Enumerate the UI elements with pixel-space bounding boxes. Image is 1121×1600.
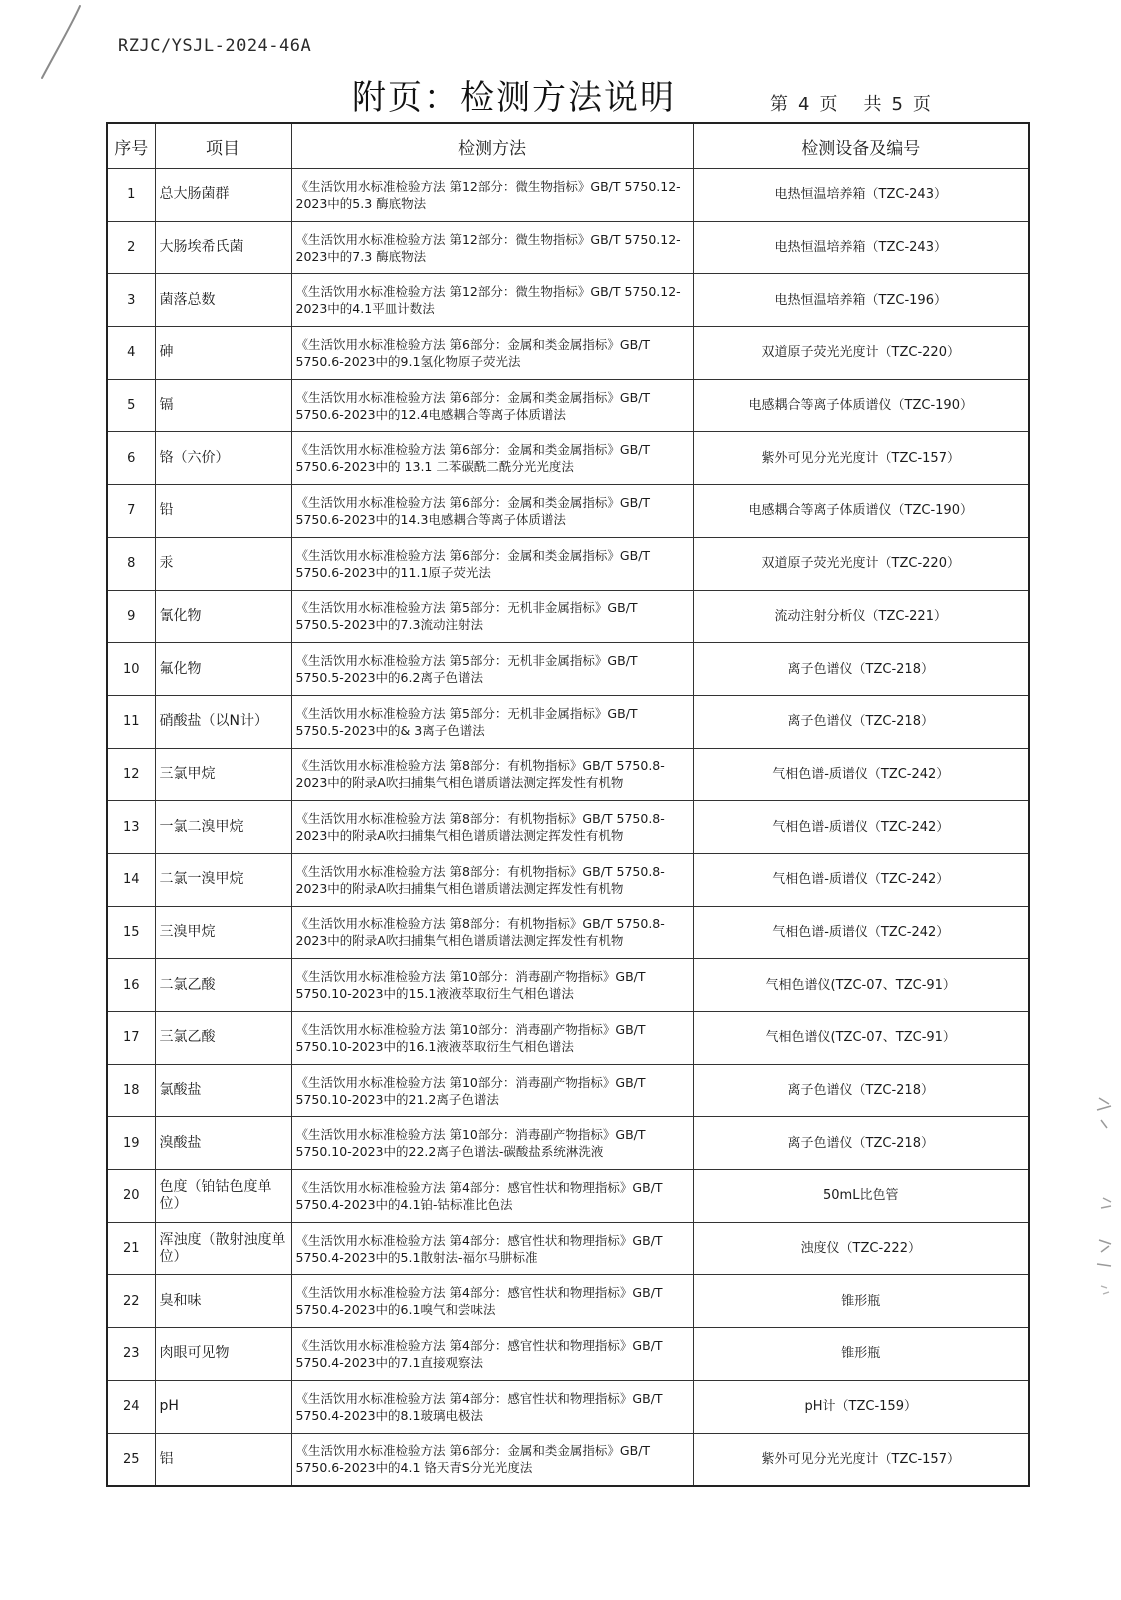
row-number: 8 [107, 537, 155, 590]
method-table [106, 122, 1030, 1487]
table-row [107, 1328, 1029, 1381]
table-row [107, 274, 1029, 327]
row-equipment: 气相色谱-质谱仪（TZC-242） [693, 906, 1029, 959]
row-number: 10 [107, 643, 155, 696]
row-number: 24 [107, 1380, 155, 1433]
row-item: pH [155, 1380, 291, 1433]
row-number: 14 [107, 853, 155, 906]
pen-stroke-mark [36, 4, 96, 84]
row-number: 20 [107, 1170, 155, 1223]
row-method: 《生活饮用水标准检验方法 第6部分：金属和类金属指标》GB/T 5750.6-2023中的4.1 铬天青S分光光度法 [291, 1433, 693, 1486]
row-equipment: 气相色谱仪(TZC-07、TZC-91） [693, 959, 1029, 1012]
table-row [107, 537, 1029, 590]
row-method: 《生活饮用水标准检验方法 第5部分：无机非金属指标》GB/T 5750.5-2023中的6.2离子色谱法 [291, 643, 693, 696]
table-row [107, 221, 1029, 274]
row-number: 13 [107, 801, 155, 854]
row-equipment: 电热恒温培养箱（TZC-243） [693, 169, 1029, 222]
row-item: 氯酸盐 [155, 1064, 291, 1117]
row-method: 《生活饮用水标准检验方法 第10部分：消毒副产物指标》GB/T 5750.10-2023中的22.2离子色谱法-碳酸盐系统淋洗液 [291, 1117, 693, 1170]
table-row [107, 485, 1029, 538]
row-item: 铝 [155, 1433, 291, 1486]
table-row [107, 695, 1029, 748]
row-item: 浑浊度（散射浊度单位） [155, 1222, 291, 1275]
row-equipment: 离子色谱仪（TZC-218） [693, 695, 1029, 748]
row-method: 《生活饮用水标准检验方法 第6部分：金属和类金属指标》GB/T 5750.6-2023中的14.3电感耦合等离子体质谱法 [291, 485, 693, 538]
row-number: 3 [107, 274, 155, 327]
row-method: 《生活饮用水标准检验方法 第12部分：微生物指标》GB/T 5750.12-2023中的7.3 酶底物法 [291, 221, 693, 274]
table-header-row [107, 123, 1029, 169]
table-row [107, 1012, 1029, 1065]
table-row [107, 169, 1029, 222]
row-method: 《生活饮用水标准检验方法 第8部分：有机物指标》GB/T 5750.8-2023中的附录A吹扫捕集气相色谱质谱法测定挥发性有机物 [291, 801, 693, 854]
table-row [107, 1117, 1029, 1170]
row-equipment: 气相色谱-质谱仪（TZC-242） [693, 748, 1029, 801]
row-number: 1 [107, 169, 155, 222]
row-number: 12 [107, 748, 155, 801]
row-item: 铬（六价） [155, 432, 291, 485]
row-number: 16 [107, 959, 155, 1012]
row-equipment: 离子色谱仪（TZC-218） [693, 643, 1029, 696]
page-number: 第 4 页 共 5 页 [770, 94, 931, 115]
table-row [107, 379, 1029, 432]
row-number: 7 [107, 485, 155, 538]
row-number: 15 [107, 906, 155, 959]
row-number: 2 [107, 221, 155, 274]
row-number: 11 [107, 695, 155, 748]
row-item: 溴酸盐 [155, 1117, 291, 1170]
row-equipment: 紫外可见分光光度计（TZC-157） [693, 1433, 1029, 1486]
row-item: 大肠埃希氏菌 [155, 221, 291, 274]
table-row [107, 906, 1029, 959]
row-method: 《生活饮用水标准检验方法 第10部分：消毒副产物指标》GB/T 5750.10-2023中的21.2离子色谱法 [291, 1064, 693, 1117]
row-number: 6 [107, 432, 155, 485]
method-table-container [106, 122, 1028, 1487]
table-row [107, 1170, 1029, 1223]
row-method: 《生活饮用水标准检验方法 第8部分：有机物指标》GB/T 5750.8-2023中的附录A吹扫捕集气相色谱质谱法测定挥发性有机物 [291, 853, 693, 906]
row-item: 三氯甲烷 [155, 748, 291, 801]
row-item: 硝酸盐（以N计） [155, 695, 291, 748]
row-number: 19 [107, 1117, 155, 1170]
row-item: 总大肠菌群 [155, 169, 291, 222]
row-equipment: 电感耦合等离子体质谱仪（TZC-190） [693, 485, 1029, 538]
row-item: 二氯一溴甲烷 [155, 853, 291, 906]
column-header-method: 检测方法 [291, 123, 693, 169]
row-number: 4 [107, 327, 155, 380]
row-item: 肉眼可见物 [155, 1328, 291, 1381]
row-item: 菌落总数 [155, 274, 291, 327]
row-method: 《生活饮用水标准检验方法 第10部分：消毒副产物指标》GB/T 5750.10-2023中的16.1液液萃取衍生气相色谱法 [291, 1012, 693, 1065]
row-number: 22 [107, 1275, 155, 1328]
row-item: 氰化物 [155, 590, 291, 643]
row-equipment: 流动注射分析仪（TZC-221） [693, 590, 1029, 643]
row-equipment: 紫外可见分光光度计（TZC-157） [693, 432, 1029, 485]
table-row [107, 801, 1029, 854]
row-equipment: 锥形瓶 [693, 1328, 1029, 1381]
row-method: 《生活饮用水标准检验方法 第12部分：微生物指标》GB/T 5750.12-2023中的5.3 酶底物法 [291, 169, 693, 222]
table-row [107, 1222, 1029, 1275]
row-item: 色度（铂钴色度单位） [155, 1170, 291, 1223]
table-row [107, 432, 1029, 485]
row-method: 《生活饮用水标准检验方法 第6部分：金属和类金属指标》GB/T 5750.6-2023中的 13.1 二苯碳酰二酰分光光度法 [291, 432, 693, 485]
row-item: 汞 [155, 537, 291, 590]
row-equipment: 双道原子荧光光度计（TZC-220） [693, 537, 1029, 590]
row-equipment: 离子色谱仪（TZC-218） [693, 1064, 1029, 1117]
table-row [107, 748, 1029, 801]
row-number: 18 [107, 1064, 155, 1117]
row-method: 《生活饮用水标准检验方法 第8部分：有机物指标》GB/T 5750.8-2023中的附录A吹扫捕集气相色谱质谱法测定挥发性有机物 [291, 748, 693, 801]
row-item: 砷 [155, 327, 291, 380]
row-number: 17 [107, 1012, 155, 1065]
row-method: 《生活饮用水标准检验方法 第4部分：感官性状和物理指标》GB/T 5750.4-2023中的4.1铂-钴标准比色法 [291, 1170, 693, 1223]
table-row [107, 1380, 1029, 1433]
row-equipment: 电感耦合等离子体质谱仪（TZC-190） [693, 379, 1029, 432]
row-number: 23 [107, 1328, 155, 1381]
row-number: 9 [107, 590, 155, 643]
table-row [107, 643, 1029, 696]
row-method: 《生活饮用水标准检验方法 第5部分：无机非金属指标》GB/T 5750.5-2023中的& 3离子色谱法 [291, 695, 693, 748]
row-item: 铅 [155, 485, 291, 538]
column-header-equipment: 检测设备及编号 [693, 123, 1029, 169]
column-header-item: 项目 [155, 123, 291, 169]
row-method: 《生活饮用水标准检验方法 第4部分：感官性状和物理指标》GB/T 5750.4-2023中的6.1嗅气和尝味法 [291, 1275, 693, 1328]
table-row [107, 590, 1029, 643]
row-number: 5 [107, 379, 155, 432]
row-method: 《生活饮用水标准检验方法 第6部分：金属和类金属指标》GB/T 5750.6-2023中的9.1氢化物原子荧光法 [291, 327, 693, 380]
row-equipment: 离子色谱仪（TZC-218） [693, 1117, 1029, 1170]
row-item: 三氯乙酸 [155, 1012, 291, 1065]
row-method: 《生活饮用水标准检验方法 第8部分：有机物指标》GB/T 5750.8-2023中的附录A吹扫捕集气相色谱质谱法测定挥发性有机物 [291, 906, 693, 959]
row-method: 《生活饮用水标准检验方法 第4部分：感官性状和物理指标》GB/T 5750.4-2023中的8.1玻璃电极法 [291, 1380, 693, 1433]
row-equipment: 气相色谱仪(TZC-07、TZC-91） [693, 1012, 1029, 1065]
row-equipment: 电热恒温培养箱（TZC-243） [693, 221, 1029, 274]
edge-scan-marks [1091, 1080, 1117, 1320]
document-code: RZJC/YSJL-2024-46A [118, 36, 312, 56]
row-equipment: 气相色谱-质谱仪（TZC-242） [693, 801, 1029, 854]
table-row [107, 959, 1029, 1012]
table-row [107, 327, 1029, 380]
row-equipment: 电热恒温培养箱（TZC-196） [693, 274, 1029, 327]
row-method: 《生活饮用水标准检验方法 第10部分：消毒副产物指标》GB/T 5750.10-2023中的15.1液液萃取衍生气相色谱法 [291, 959, 693, 1012]
row-equipment: 双道原子荧光光度计（TZC-220） [693, 327, 1029, 380]
column-header-no: 序号 [107, 123, 155, 169]
row-item: 三溴甲烷 [155, 906, 291, 959]
table-row [107, 1064, 1029, 1117]
row-number: 21 [107, 1222, 155, 1275]
row-equipment: 50mL比色管 [693, 1170, 1029, 1223]
row-item: 臭和味 [155, 1275, 291, 1328]
row-method: 《生活饮用水标准检验方法 第5部分：无机非金属指标》GB/T 5750.5-2023中的7.3流动注射法 [291, 590, 693, 643]
row-method: 《生活饮用水标准检验方法 第12部分：微生物指标》GB/T 5750.12-2023中的4.1平皿计数法 [291, 274, 693, 327]
table-row [107, 1433, 1029, 1486]
row-number: 25 [107, 1433, 155, 1486]
row-item: 氟化物 [155, 643, 291, 696]
row-method: 《生活饮用水标准检验方法 第4部分：感官性状和物理指标》GB/T 5750.4-2023中的7.1直接观察法 [291, 1328, 693, 1381]
table-body [107, 169, 1029, 1487]
row-item: 二氯乙酸 [155, 959, 291, 1012]
table-row [107, 1275, 1029, 1328]
row-method: 《生活饮用水标准检验方法 第4部分：感官性状和物理指标》GB/T 5750.4-2023中的5.1散射法-福尔马肼标准 [291, 1222, 693, 1275]
row-equipment: 气相色谱-质谱仪（TZC-242） [693, 853, 1029, 906]
row-equipment: pH计（TZC-159） [693, 1380, 1029, 1433]
page-title: 附页：检测方法说明 [352, 78, 676, 118]
table-row [107, 853, 1029, 906]
row-item: 镉 [155, 379, 291, 432]
row-method: 《生活饮用水标准检验方法 第6部分：金属和类金属指标》GB/T 5750.6-2023中的12.4电感耦合等离子体质谱法 [291, 379, 693, 432]
row-equipment: 浊度仪（TZC-222） [693, 1222, 1029, 1275]
row-item: 一氯二溴甲烷 [155, 801, 291, 854]
row-equipment: 锥形瓶 [693, 1275, 1029, 1328]
row-method: 《生活饮用水标准检验方法 第6部分：金属和类金属指标》GB/T 5750.6-2023中的11.1原子荧光法 [291, 537, 693, 590]
